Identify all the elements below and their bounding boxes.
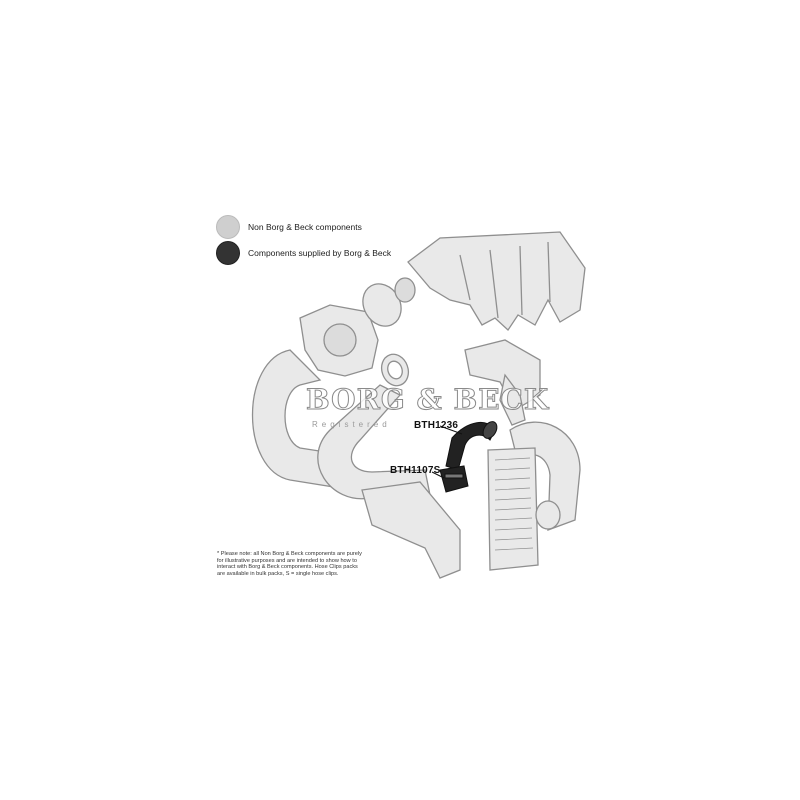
dark-dot-icon <box>216 241 240 265</box>
legend-item-supplied-components <box>216 241 391 265</box>
legend-label: Components supplied by Borg & Beck <box>248 248 392 258</box>
brand-watermark: BORG & BECK <box>306 383 550 416</box>
part-label-bth1107s: BTH1107S <box>390 465 441 476</box>
bth1107s-clip <box>440 466 468 492</box>
lower-pipe <box>362 482 460 578</box>
disclaimer-note: * Please note: all Non Borg & Beck components are purely for illustrative purposes and are intended to show how to interact with Borg & Beck components. Hose Clips packs are available in bulk packs, S = single hose clips. <box>217 551 362 577</box>
gray-dot-icon <box>216 215 240 239</box>
legend-item-non-components <box>216 215 362 239</box>
brand-watermark-tagline: Registered <box>312 420 391 429</box>
legend-label: Non Borg & Beck components <box>248 222 362 232</box>
part-label-bth1236: BTH1236 <box>414 420 459 431</box>
intake-manifold <box>408 232 585 330</box>
